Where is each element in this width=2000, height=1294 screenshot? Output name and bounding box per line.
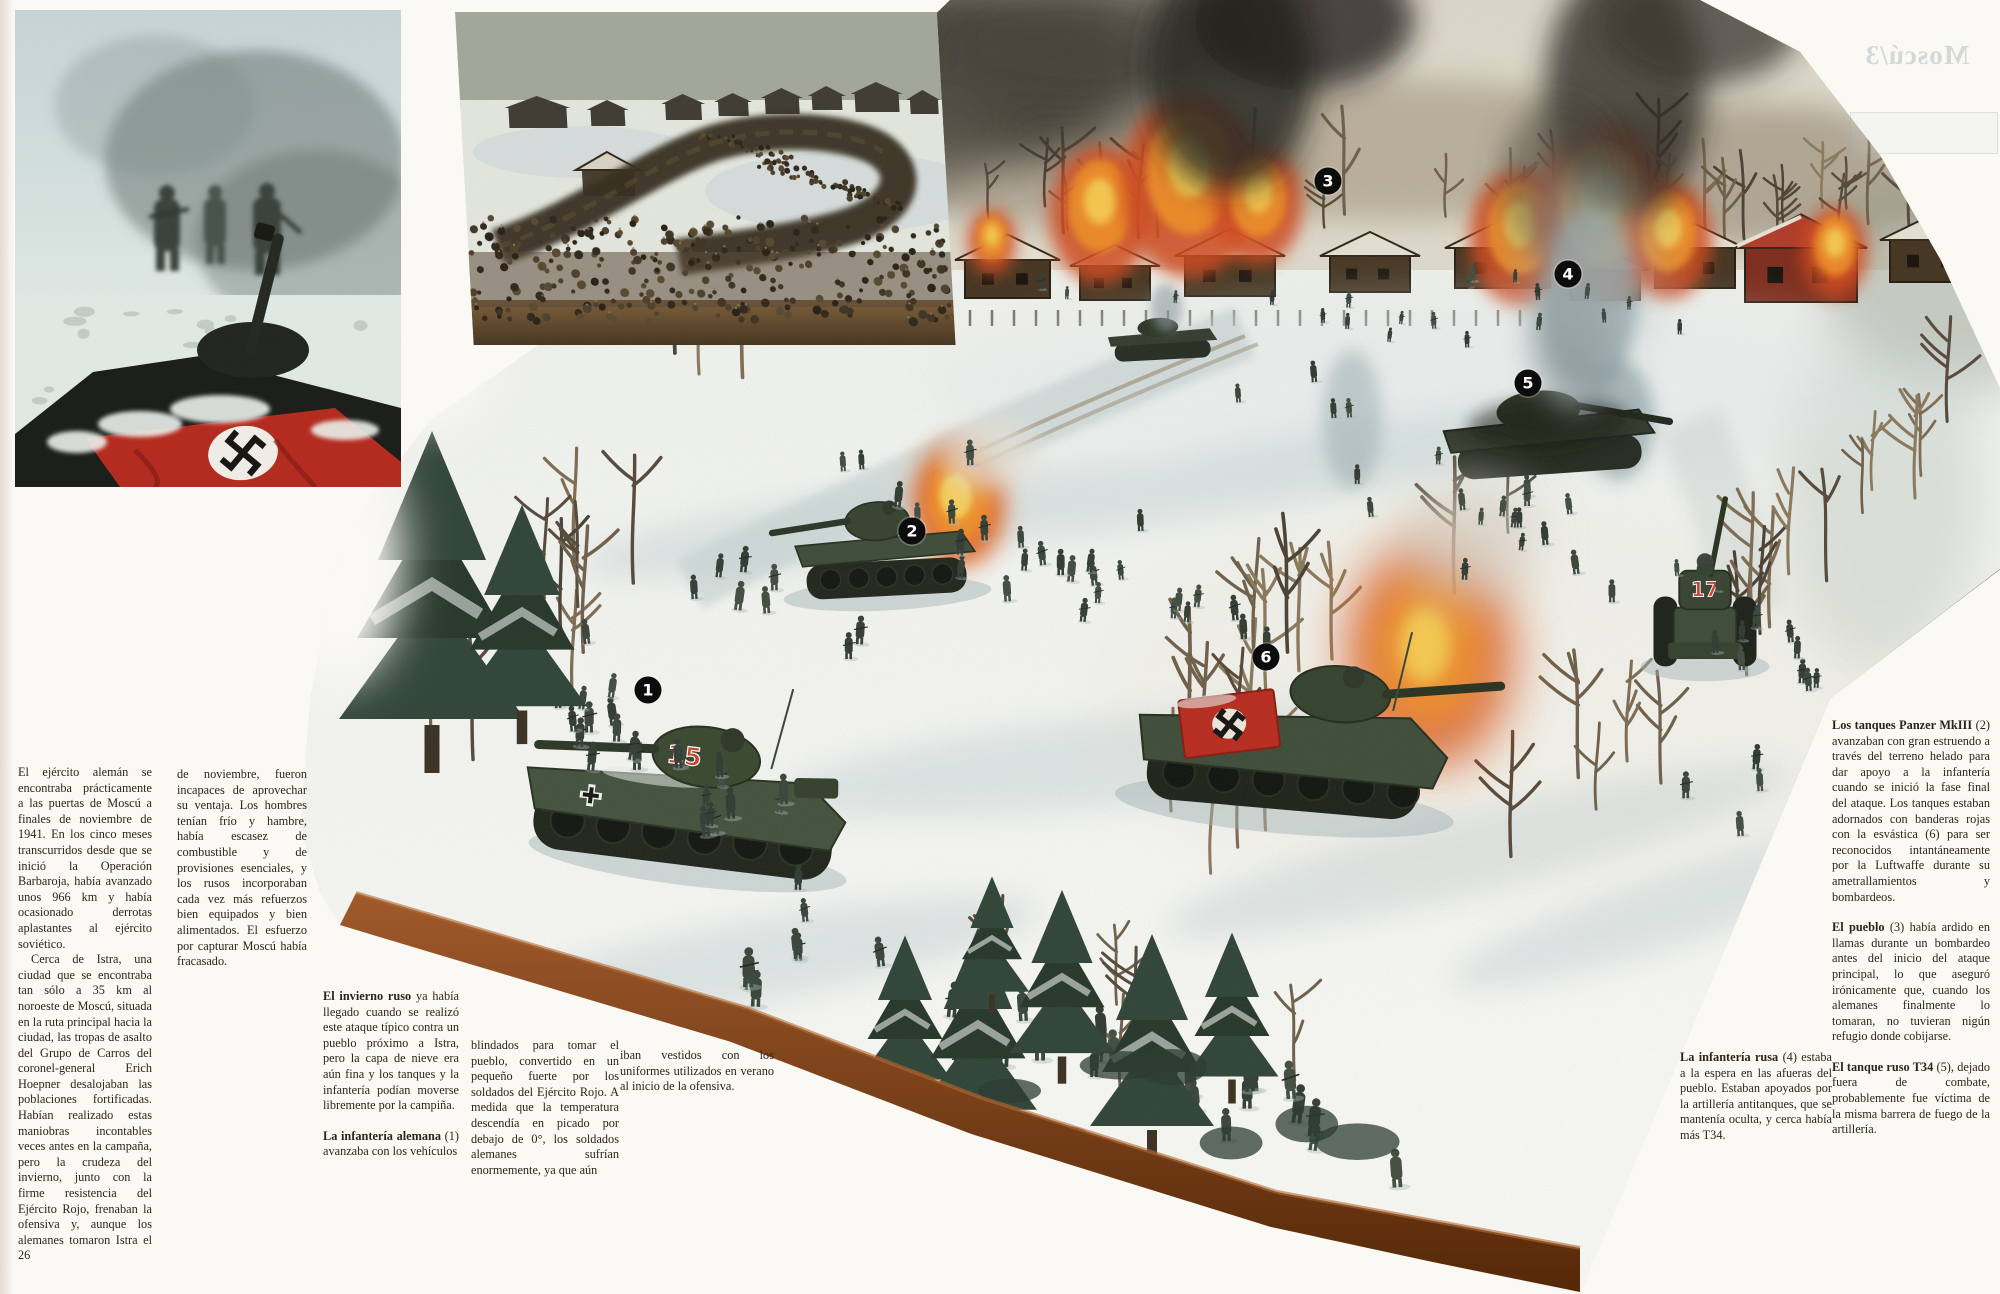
caption-paragraph: blindados para tomar el pueblo, convertido en un pequeño fuerte por los soldados del Ejército Rojo. A medida que la temperatura descendía en picado por debajo de 0°, los soldados alemanes sufrían enormemente, ya que aún [471,1038,619,1177]
callout-marker-4: 4 [1555,261,1582,288]
caption-text: (3) había ardido en llamas durante un bombardeo antes del inicio del ataque principal, lo que aseguró irónicamente que, cuando los alemanes finalmente lo tomaran, no tuvieran nigún refugio donde cobijarse. [1832,920,1990,1044]
article-column-1 [18,765,152,1264]
photo-combat-snow [15,10,401,487]
article-paragraph: El ejército alemán se encontraba prácticamente a las puertas de Moscú a finales de noviembre de 1941. En los cinco meses transcurridos desde que se inició la Operación Barbaroja, había avanzado unos 966 km y había ocasionado derrotas aplastantes al ejército soviético. [18,765,152,951]
caption-text: (4) estaba a la espera en las afueras del pueblo. Estaban apoyados por la artillería antitanques, que se mantenía oculta, y cerca había más T34. [1680,1050,1832,1142]
caption-lead: Los tanques Panzer MkIII [1832,718,1973,732]
caption-text: (5), dejado fuera de combate, probablemente fue víctima de la misma barrera de fuego de la artillería. [1832,1059,1990,1137]
article-paragraph: Cerca de Istra, una ciudad que se encontraba tan sólo a 35 km al noroeste de Moscú, situada en la ruta principal hacia la ciudad, las tropas de asalto del Grupo de Carros del coronel-general Erich Hoepner desalojaban las poblaciones fortificadas. Habían realizado estas maniobras incontables veces antes en la campaña, pero la crudeza del invierno, junto con la firme resistencia del Ejército Rojo, frenaban la ofensiva y, aunque los alemanes tomaron Istra el 26 [18,952,152,1263]
caption-paragraph: iban vestidos con los uniformes utilizados en verano al inicio de la ofensiva. [620,1048,774,1094]
caption-russian-infantry-block [1680,1050,1832,1144]
caption-lead: El pueblo [1832,920,1885,935]
callout-marker-5: 5 [1515,370,1542,397]
caption-paragraph [1832,1060,1990,1138]
caption-paragraph [323,989,459,1114]
article-paragraph: de noviembre, fueron incapaces de aprovechar su ventaja. Los hombres tenían frío y hambre, había escasez de combustible y de provisiones esenciales, y los rusos incorporaban cada vez más refuerzos bien equipados y bien alimentados. El esfuerzo por capturar Moscú había fracasado. [177,767,307,969]
caption-text: ya había llegado cuando se realizó este ataque típico contra un pueblo próximo a Istra, pero la capa de nieve era aún fina y los tanques y la infantería podían moverse libremente por la campiña. [323,989,459,1113]
caption-lead: El invierno ruso [323,989,412,1003]
caption-armour-block [471,1038,619,1178]
caption-lead: La infantería rusa [1680,1050,1779,1064]
caption-text: (2) avanzaban con gran estruendo a través del terreno helado para dar apoyo a la infantería cuando se inició la fase final del ataque. Los tanques estaban adornados con banderas rojas con la esvástica (6) para ser reconocidos intantáneamente por la Luftwaffe durante su ametrallamientos y bombardeos. [1832,718,1990,904]
caption-winter-block [323,989,459,1160]
article-column-2 [177,767,307,970]
caption-paragraph [1680,1050,1832,1144]
caption-uniforms-block [620,1048,774,1095]
caption-text: (1) avanzaba con los vehículos [323,1128,459,1159]
caption-lead: La infantería alemana [323,1128,441,1143]
callout-marker-6: 6 [1253,644,1280,671]
show-through-ghost-box [1850,112,1998,154]
caption-paragraph [323,1129,459,1160]
callout-marker-3: 3 [1315,168,1342,195]
caption-lead: El tanque ruso T34 [1832,1059,1934,1074]
photo-prisoner-column [455,12,956,345]
caption-right-column [1832,718,1990,1138]
callout-marker-2: 2 [899,517,926,544]
caption-paragraph [1832,718,1990,905]
show-through-ghost-text: Moscú/3 [1864,40,1970,70]
callout-marker-1: 1 [635,676,662,703]
caption-paragraph [1832,920,1990,1045]
